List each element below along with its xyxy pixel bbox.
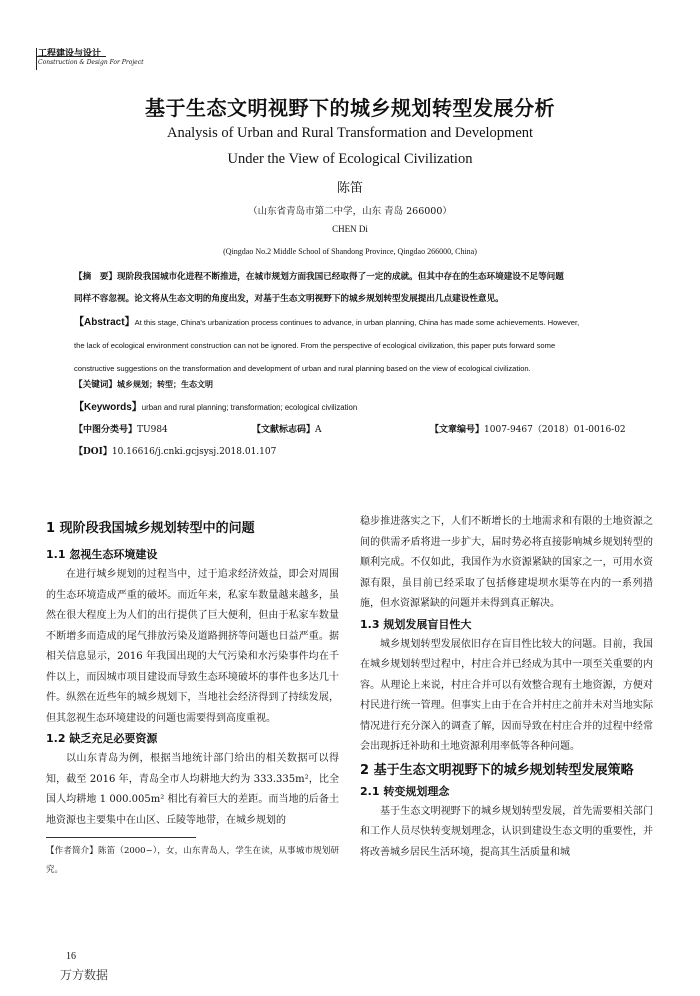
section-1-1-body: 在进行城乡规划的过程当中，过于追求经济效益，即会对周围的生态环境造成严重的破坏。而近年来，私家车数量越来越多，虽然在很大程度上为人们的出行提供了巨大便利，但由于私家车数量不断增多而造成的尾气排放污染及道路拥挤等问题也日益严重。据相关信息显示，2016 年我国出现的大气污染和水污染事件均在千件以上，而因城市项目建设而导致生态环境破坏的事件也多达几十件。纵然在近些年的城乡规划下，当地社会经济得到了持续发展，但其忽视生态环境建设的问题也需要得到高度重视。 bbox=[46, 569, 339, 724]
header-rule bbox=[36, 56, 106, 57]
journal-name-cn: 工程建设与设计 bbox=[38, 49, 102, 59]
section-1-heading: 1 现阶段我国城乡规划转型中的问题 bbox=[46, 521, 255, 536]
keywords-en-label: 【Keywords】 bbox=[74, 402, 142, 413]
keywords-cn bbox=[74, 378, 640, 392]
right-column bbox=[360, 512, 653, 863]
section-1-3-heading: 1.3 规划发展盲目性大 bbox=[360, 617, 472, 631]
abstract-en bbox=[74, 311, 640, 380]
affiliation-en: (Qingdao No.2 Middle School of Shandong Province, Qingdao 266000, China) bbox=[223, 247, 477, 256]
abstract-cn-line-1: 现阶段我国城市化进程不断推进，在城市规划方面我国已经取得了一定的成就。但其中存在的生态环境建设不足等问题 bbox=[116, 272, 564, 282]
keywords-cn-label: 【关键词】 bbox=[74, 380, 117, 390]
doi-value: 10.16616/j.cnki.gcjsysj.2018.01.107 bbox=[111, 447, 277, 457]
clc-value: TU984 bbox=[137, 425, 168, 435]
source-watermark: 万方数据 bbox=[60, 968, 109, 982]
section-2-heading: 2 基于生态文明视野下的城乡规划转型发展策略 bbox=[360, 762, 634, 778]
doc-code-value: A bbox=[315, 425, 322, 435]
footnote-rule bbox=[46, 837, 196, 838]
page-title: 基于生态文明视野下的城乡规划转型发展分析 bbox=[145, 96, 555, 120]
page-number: 16 bbox=[66, 951, 76, 962]
abstract-en-line-1: At this stage, China's urbanization process continues to advance, in urban planning, China has made some achievements. However, bbox=[134, 318, 580, 327]
left-column bbox=[46, 517, 339, 880]
abstract-en-label: 【Abstract】 bbox=[74, 317, 135, 328]
section-1-2-body: 以山东青岛为例，根据当地统计部门给出的相关数据可以得知，截至 2016 年，青岛全市人均耕地大约为 333.335m²，比全国人均耕地 1 000.005m² 相比有着巨大的差距。而当地的后备土地资源也主要集中在山区、丘陵等地带，在城乡规划的 bbox=[46, 753, 339, 826]
section-1-2-continued: 稳步推进落实之下，人们不断增长的土地需求和有限的土地资源之间的供需矛盾将进一步扩大，届时势必将直接影响城乡规划转型的顺利完成。不仅如此，我国作为水资源紧缺的国家之一，可用水资源有限，虽目前已经采取了包括修建堤坝水渠等在内的一系列措施，但水资源紧缺的问题并未得到真正解决。 bbox=[360, 516, 653, 609]
english-title-line-2: Under the View of Ecological Civilization bbox=[227, 151, 473, 167]
author-note: 【作者简介】陈笛（2000~），女，山东青岛人，学生在读，从事城市规划研究。 bbox=[46, 846, 339, 875]
article-no-value: 1007-9467（2018）01-0016-02 bbox=[484, 425, 626, 435]
affiliation-cn: （山东省青岛市第二中学，山东 青岛 266000） bbox=[248, 206, 452, 217]
header-bar bbox=[36, 48, 37, 70]
section-2-1-body: 基于生态文明视野下的城乡规划转型发展，首先需要相关部门和工作人员尽快转变规划理念，认识到建设生态文明的重要性，并将改善城乡居民生活环境，提高其生活质量和城 bbox=[360, 805, 653, 858]
abstract-en-line-3: constructive suggestions on the transformation and development of urban and rural planning based on the view of ecological civilization. bbox=[74, 364, 531, 373]
journal-name-en: Construction & Design For Project bbox=[38, 59, 144, 66]
clc-label: 【中图分类号】 bbox=[74, 425, 138, 435]
section-1-3-body: 城乡规划转型发展依旧存在盲目性比较大的问题。目前，我国在城乡规划转型过程中，村庄合并已经成为其中一项至关重要的内容。从理论上来说，村庄合并可以有效整合现有土地资源，方便对村民进行统一管理。但事实上由于在合并村庄之前并未对当地实际情况进行充分深入的调查了解，因而导致在村庄合并的过程中经常会出现拆迁补助和土地资源利用率低等各种问题。 bbox=[360, 638, 653, 752]
section-1-1-heading: 1.1 忽视生态环境建设 bbox=[46, 548, 158, 561]
author-en: CHEN Di bbox=[332, 224, 368, 234]
abstract-cn-label: 【摘 要】 bbox=[74, 272, 117, 282]
author-cn: 陈笛 bbox=[336, 181, 363, 196]
section-2-1-heading: 2.1 转变规划理念 bbox=[360, 784, 450, 798]
abstract-cn bbox=[74, 266, 640, 310]
doi-label: 【DOI】 bbox=[74, 447, 112, 457]
doi-row bbox=[74, 446, 640, 459]
keywords-cn-text: 城乡规划；转型；生态文明 bbox=[116, 379, 213, 389]
section-1-2-heading: 1.2 缺乏充足必要资源 bbox=[46, 732, 158, 745]
abstract-cn-line-2: 同样不容忽视。论文将从生态文明的角度出发，对基于生态文明视野下的城乡规划转型发展提出几点建设性意见。 bbox=[74, 294, 504, 304]
keywords-en-text: urban and rural planning; transformation; ecological civilization bbox=[141, 403, 358, 412]
english-title-line-1: Analysis of Urban and Rural Transformation and Development bbox=[166, 125, 534, 141]
abstract-en-line-2: the lack of ecological environment construction can not be ignored. From the perspective of ecological civilization, this paper puts forward some bbox=[74, 341, 556, 350]
keywords-en bbox=[74, 401, 640, 414]
article-no-label: 【文章编号】 bbox=[430, 425, 485, 435]
doc-code-label: 【文献标志码】 bbox=[252, 425, 316, 435]
